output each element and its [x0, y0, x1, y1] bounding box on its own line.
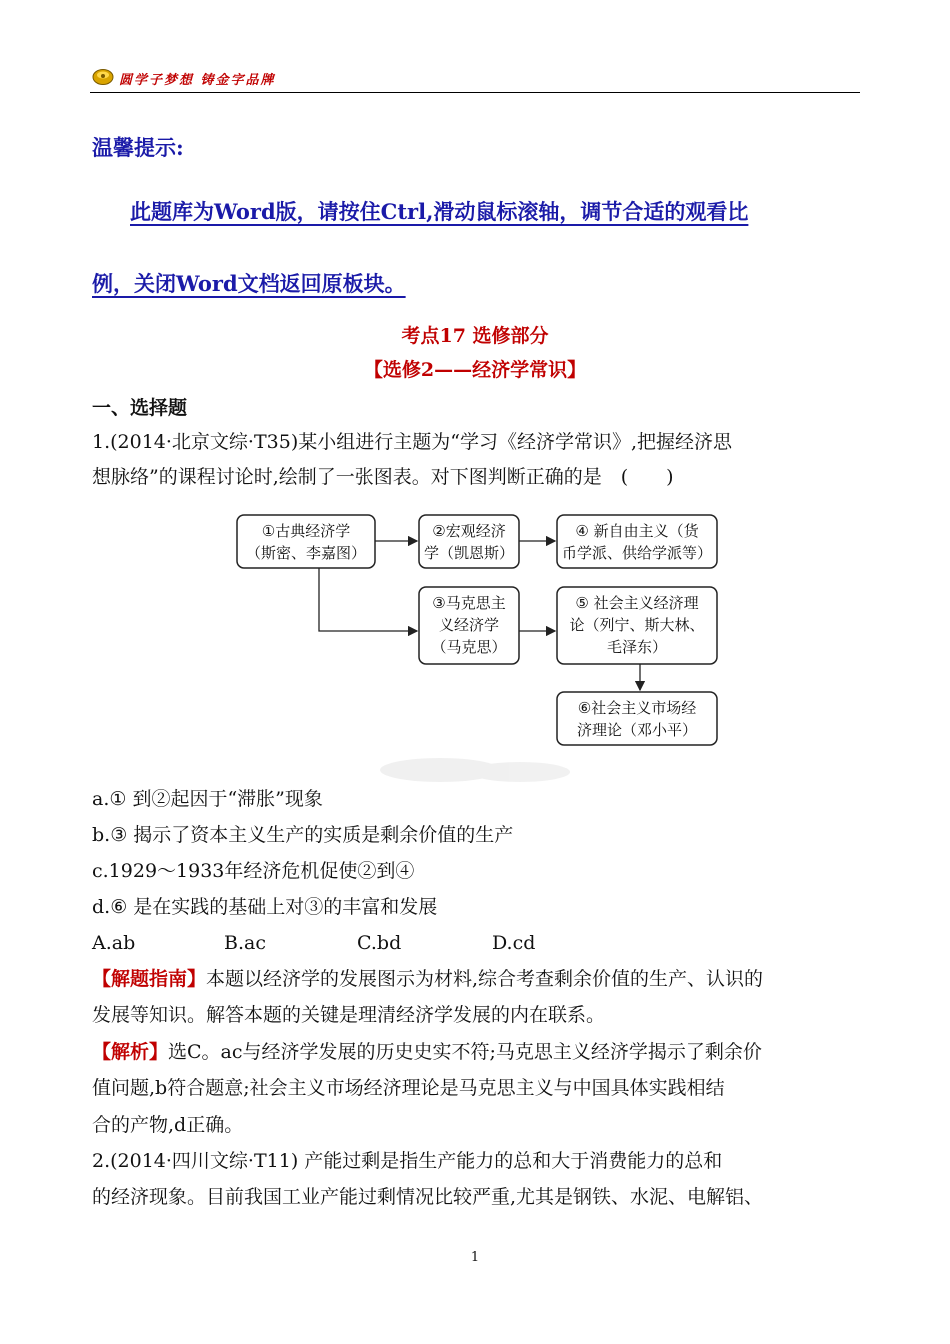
analysis-line-2: 值问题,b符合题意;社会主义市场经济理论是马克思主义与中国具体实践相结 [92, 1077, 725, 1099]
statement-c: c.1929～1933年经济危机促使②到④ [92, 860, 415, 882]
guide-label: 【解题指南】 [92, 968, 207, 990]
page-number: 1 [470, 1250, 480, 1265]
guide-text-1: 本题以经济学的发展图示为材料,综合考查剩余价值的生产、认识的 [206, 968, 764, 990]
box-4-line-2: 义经济学 [438, 616, 500, 634]
statement-a: a.① 到②起因于“滞胀”现象 [92, 788, 323, 810]
option-b: B.ac [224, 932, 266, 954]
box-5-line-1: ⑤ 社会主义经济理 [575, 594, 699, 612]
box-6-line-2: 济理论（邓小平） [576, 721, 698, 739]
box-1-line-2: （斯密、李嘉图） [245, 544, 367, 562]
statement-b: b.③ 揭示了资本主义生产的实质是剩余价值的生产 [92, 824, 514, 846]
analysis-line-3: 合的产物,d正确。 [92, 1114, 244, 1136]
tip-title: 温馨提示: [92, 135, 184, 160]
tip-link-line-1[interactable]: 此题库为Word版，请按住Ctrl,滑动鼠标滚轴，调节合适的观看比 [130, 199, 749, 224]
box-5-line-2: 论（列宁、斯大林、 [569, 616, 705, 634]
analysis-line-1 [92, 1043, 762, 1062]
page-title: 考点17 选修部分 [401, 325, 549, 347]
box-3-line-2: 币学派、供给学派等） [561, 544, 713, 562]
guide-line-2: 发展等知识。解答本题的关键是理清经济学发展的内在联系。 [92, 1004, 606, 1026]
q2-line-2: 的经济现象。目前我国工业产能过剩情况比较严重,尤其是钢铁、水泥、电解铝、 [92, 1186, 764, 1208]
page-subtitle: 【选修2——经济学常识】 [363, 359, 587, 381]
watermark-decoration [380, 758, 570, 782]
option-c: C.bd [357, 932, 402, 954]
box-5-line-3: 毛泽东） [606, 638, 668, 656]
header-slogan: 圆学子梦想 铸金字品牌 [119, 73, 276, 88]
box-2-line-2: 学（凯恩斯） [423, 544, 515, 562]
guide-line-1 [92, 970, 763, 989]
box-3-line-1: ④ 新自由主义（货 [575, 522, 699, 540]
option-d: D.cd [492, 932, 536, 954]
box-6-line-1: ⑥社会主义市场经 [577, 699, 697, 717]
arrow-1-to-3 [319, 568, 417, 631]
q1-stem-line-1: 1.(2014·北京文综·T35)某小组进行主题为“学习《经济学常识》,把握经济思 [92, 431, 732, 453]
box-4-line-3: （马克思） [431, 638, 507, 656]
box-2-line-1: ②宏观经济 [432, 522, 506, 540]
tip-link-line-2[interactable]: 例，关闭Word文档返回原板块。 [92, 271, 406, 296]
statement-d: d.⑥ 是在实践的基础上对③的丰富和发展 [92, 896, 438, 918]
box-4-line-1: ③马克思主 [432, 594, 506, 612]
q2-line-1: 2.(2014·四川文综·T11) 产能过剩是指生产能力的总和大于消费能力的总和 [92, 1150, 723, 1172]
analysis-text-1: 选C。ac与经济学发展的历史史实不符;马克思主义经济学揭示了剩余价 [168, 1041, 762, 1063]
box-1-line-1: ①古典经济学 [261, 522, 351, 540]
analysis-label: 【解析】 [92, 1041, 169, 1063]
section-title: 一、选择题 [92, 397, 188, 419]
q1-stem-line-2: 想脉络”的课程讨论时,绘制了一张图表。对下图判断正确的是 ( ) [92, 466, 674, 488]
option-a: A.ab [92, 932, 136, 954]
